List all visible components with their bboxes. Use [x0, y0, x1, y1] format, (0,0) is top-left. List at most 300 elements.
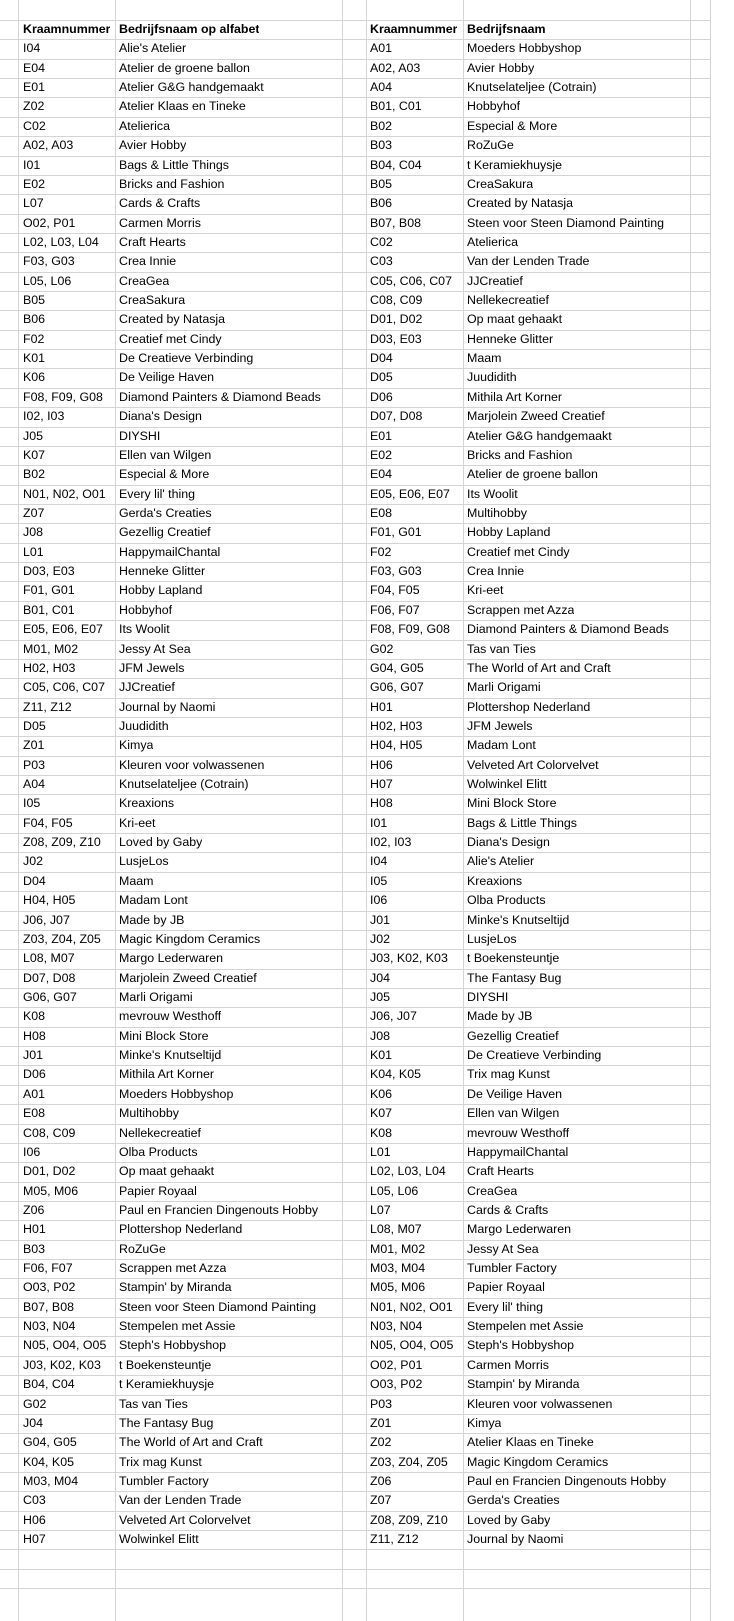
- right-company-name-cell[interactable]: Gezellig Creatief: [467, 1029, 559, 1043]
- right-company-name-cell[interactable]: Stampin' by Miranda: [467, 1377, 580, 1391]
- right-stand-number-cell[interactable]: F04, F05: [370, 583, 420, 597]
- left-stand-number-cell[interactable]: D06: [23, 1067, 46, 1081]
- left-company-name-cell[interactable]: Atelier G&G handgemaakt: [119, 80, 264, 94]
- left-stand-number-cell[interactable]: C05, C06, C07: [23, 680, 105, 694]
- left-stand-number-cell[interactable]: J03, K02, K03: [23, 1358, 101, 1372]
- right-company-name-cell[interactable]: JJCreatief: [467, 274, 523, 288]
- right-stand-number-cell[interactable]: H08: [370, 796, 393, 810]
- left-company-name-cell[interactable]: Especial & More: [119, 467, 210, 481]
- left-stand-number-cell[interactable]: P03: [23, 758, 46, 772]
- right-company-name-cell[interactable]: Op maat gehaakt: [467, 312, 563, 326]
- right-company-name-cell[interactable]: Gerda's Creaties: [467, 1493, 560, 1507]
- left-company-name-cell[interactable]: Bricks and Fashion: [119, 177, 225, 191]
- left-company-name-cell[interactable]: Atelier Klaas en Tineke: [119, 99, 246, 113]
- left-stand-number-cell[interactable]: I04: [23, 41, 41, 55]
- right-stand-number-cell[interactable]: E04: [370, 467, 393, 481]
- left-company-name-cell[interactable]: Van der Lenden Trade: [119, 1493, 242, 1507]
- left-stand-number-cell[interactable]: J04: [23, 1416, 43, 1430]
- left-stand-number-cell[interactable]: O03, P02: [23, 1280, 76, 1294]
- right-company-name-cell[interactable]: Carmen Morris: [467, 1358, 549, 1372]
- right-company-name-cell[interactable]: Paul en Francien Dingenouts Hobby: [467, 1474, 667, 1488]
- right-company-name-cell[interactable]: Knutselateljee (Cotrain): [467, 80, 597, 94]
- right-company-name-cell[interactable]: Wolwinkel Elitt: [467, 777, 547, 791]
- left-company-name-cell[interactable]: Juudidith: [119, 719, 169, 733]
- left-stand-number-cell[interactable]: Z01: [23, 738, 45, 752]
- right-company-name-cell[interactable]: Maam: [467, 351, 502, 365]
- right-stand-number-cell[interactable]: E05, E06, E07: [370, 487, 450, 501]
- left-company-name-cell[interactable]: Loved by Gaby: [119, 835, 203, 849]
- left-stand-number-cell[interactable]: Z07: [23, 506, 45, 520]
- right-company-name-cell[interactable]: HappymailChantal: [467, 1145, 569, 1159]
- right-company-name-cell[interactable]: Atelierica: [467, 235, 518, 249]
- left-company-name-cell[interactable]: Created by Natasja: [119, 312, 226, 326]
- right-company-name-cell[interactable]: Alie's Atelier: [467, 854, 535, 868]
- left-stand-number-cell[interactable]: J02: [23, 854, 43, 868]
- left-stand-number-cell[interactable]: D01, D02: [23, 1164, 76, 1178]
- right-stand-number-cell[interactable]: C08, C09: [370, 293, 423, 307]
- right-stand-number-cell[interactable]: K06: [370, 1087, 393, 1101]
- right-stand-number-cell[interactable]: L07: [370, 1203, 391, 1217]
- right-stand-number-cell[interactable]: K07: [370, 1106, 393, 1120]
- left-stand-number-cell[interactable]: E05, E06, E07: [23, 622, 103, 636]
- left-company-name-cell[interactable]: Mini Block Store: [119, 1029, 209, 1043]
- right-stand-number-cell[interactable]: L05, L06: [370, 1184, 419, 1198]
- right-stand-number-cell[interactable]: J03, K02, K03: [370, 951, 448, 965]
- left-company-name-cell[interactable]: Every lil' thing: [119, 487, 196, 501]
- left-stand-number-cell[interactable]: L05, L06: [23, 274, 72, 288]
- left-company-name-cell[interactable]: Tas van Ties: [119, 1397, 188, 1411]
- left-company-name-cell[interactable]: Cards & Crafts: [119, 196, 201, 210]
- left-company-name-cell[interactable]: Hobby Lapland: [119, 583, 203, 597]
- left-stand-number-cell[interactable]: K04, K05: [23, 1455, 74, 1469]
- left-stand-number-cell[interactable]: N01, N02, O01: [23, 487, 106, 501]
- right-stand-number-cell[interactable]: M01, M02: [370, 1242, 426, 1256]
- left-company-name-cell[interactable]: Nellekecreatief: [119, 1126, 201, 1140]
- right-stand-number-cell[interactable]: F02: [370, 545, 392, 559]
- right-company-name-cell[interactable]: Plottershop Nederland: [467, 700, 591, 714]
- right-company-name-cell[interactable]: Kri-eet: [467, 583, 504, 597]
- left-stand-number-cell[interactable]: D04: [23, 874, 46, 888]
- left-company-name-cell[interactable]: mevrouw Westhoff: [119, 1009, 222, 1023]
- left-company-name-cell[interactable]: Kleuren voor volwassenen: [119, 758, 265, 772]
- right-stand-number-cell[interactable]: N03, N04: [370, 1319, 423, 1333]
- right-stand-number-cell[interactable]: D05: [370, 370, 393, 384]
- left-stand-number-cell[interactable]: Z03, Z04, Z05: [23, 932, 101, 946]
- right-company-name-cell[interactable]: Made by JB: [467, 1009, 533, 1023]
- left-company-name-cell[interactable]: Stempelen met Assie: [119, 1319, 236, 1333]
- left-company-name-cell[interactable]: Madam Lont: [119, 893, 188, 907]
- right-company-name-cell[interactable]: Kleuren voor volwassenen: [467, 1397, 613, 1411]
- left-stand-number-cell[interactable]: D05: [23, 719, 46, 733]
- left-company-name-cell[interactable]: JJCreatief: [119, 680, 175, 694]
- left-stand-number-cell[interactable]: F08, F09, G08: [23, 390, 103, 404]
- left-company-name-cell[interactable]: Stampin' by Miranda: [119, 1280, 232, 1294]
- left-stand-number-cell[interactable]: F02: [23, 332, 45, 346]
- right-company-name-cell[interactable]: Especial & More: [467, 119, 558, 133]
- left-company-name-cell[interactable]: Its Woolit: [119, 622, 170, 636]
- right-stand-number-cell[interactable]: N01, N02, O01: [370, 1300, 453, 1314]
- left-stand-number-cell[interactable]: B07, B08: [23, 1300, 74, 1314]
- right-stand-number-cell[interactable]: E08: [370, 506, 393, 520]
- left-company-name-cell[interactable]: Diana's Design: [119, 409, 202, 423]
- left-company-name-cell[interactable]: Atelier de groene ballon: [119, 61, 250, 75]
- right-company-name-cell[interactable]: Velveted Art Colorvelvet: [467, 758, 599, 772]
- right-company-name-cell[interactable]: Crea Innie: [467, 564, 525, 578]
- right-stand-number-cell[interactable]: D04: [370, 351, 393, 365]
- left-company-name-cell[interactable]: Paul en Francien Dingenouts Hobby: [119, 1203, 319, 1217]
- right-company-name-cell[interactable]: Its Woolit: [467, 487, 518, 501]
- left-stand-number-cell[interactable]: B03: [23, 1242, 46, 1256]
- left-company-name-cell[interactable]: Moeders Hobbyshop: [119, 1087, 234, 1101]
- right-stand-number-cell[interactable]: H01: [370, 700, 393, 714]
- right-company-name-cell[interactable]: Juudidith: [467, 370, 517, 384]
- right-stand-number-cell[interactable]: I04: [370, 854, 388, 868]
- left-stand-number-cell[interactable]: A01: [23, 1087, 46, 1101]
- right-stand-number-cell[interactable]: Z07: [370, 1493, 392, 1507]
- right-stand-number-cell[interactable]: L02, L03, L04: [370, 1164, 446, 1178]
- left-company-name-cell[interactable]: Steph's Hobbyshop: [119, 1338, 227, 1352]
- right-stand-number-cell[interactable]: A02, A03: [370, 61, 421, 75]
- left-stand-number-cell[interactable]: Z08, Z09, Z10: [23, 835, 101, 849]
- left-company-name-cell[interactable]: Op maat gehaakt: [119, 1164, 215, 1178]
- left-company-name-cell[interactable]: Mithila Art Korner: [119, 1067, 215, 1081]
- right-company-name-cell[interactable]: Craft Hearts: [467, 1164, 534, 1178]
- right-stand-number-cell[interactable]: B02: [370, 119, 393, 133]
- right-stand-number-cell[interactable]: J02: [370, 932, 390, 946]
- left-stand-number-cell[interactable]: J05: [23, 429, 43, 443]
- left-company-name-cell[interactable]: Jessy At Sea: [119, 642, 191, 656]
- right-company-name-cell[interactable]: Jessy At Sea: [467, 1242, 539, 1256]
- right-stand-number-cell[interactable]: F08, F09, G08: [370, 622, 450, 636]
- right-stand-number-cell[interactable]: H04, H05: [370, 738, 423, 752]
- left-company-name-cell[interactable]: t Keramiekhuysje: [119, 1377, 215, 1391]
- left-stand-number-cell[interactable]: B06: [23, 312, 46, 326]
- header-kraamnummer-right[interactable]: Kraamnummer: [370, 22, 458, 36]
- left-company-name-cell[interactable]: Ellen van Wilgen: [119, 448, 212, 462]
- right-stand-number-cell[interactable]: D06: [370, 390, 393, 404]
- left-company-name-cell[interactable]: Kri-eet: [119, 816, 156, 830]
- left-stand-number-cell[interactable]: I06: [23, 1145, 41, 1159]
- left-company-name-cell[interactable]: t Boekensteuntje: [119, 1358, 212, 1372]
- right-company-name-cell[interactable]: Steen voor Steen Diamond Painting: [467, 216, 664, 230]
- left-company-name-cell[interactable]: Olba Products: [119, 1145, 198, 1159]
- right-stand-number-cell[interactable]: J04: [370, 971, 390, 985]
- right-company-name-cell[interactable]: Mini Block Store: [467, 796, 557, 810]
- left-company-name-cell[interactable]: Alie's Atelier: [119, 41, 187, 55]
- right-stand-number-cell[interactable]: J01: [370, 913, 390, 927]
- left-stand-number-cell[interactable]: E08: [23, 1106, 46, 1120]
- left-stand-number-cell[interactable]: C02: [23, 119, 46, 133]
- right-company-name-cell[interactable]: Atelier Klaas en Tineke: [467, 1435, 594, 1449]
- right-stand-number-cell[interactable]: D07, D08: [370, 409, 423, 423]
- left-company-name-cell[interactable]: Plottershop Nederland: [119, 1222, 243, 1236]
- left-company-name-cell[interactable]: Diamond Painters & Diamond Beads: [119, 390, 321, 404]
- right-stand-number-cell[interactable]: Z11, Z12: [370, 1532, 419, 1546]
- right-company-name-cell[interactable]: Diamond Painters & Diamond Beads: [467, 622, 669, 636]
- right-stand-number-cell[interactable]: K01: [370, 1048, 393, 1062]
- right-stand-number-cell[interactable]: B05: [370, 177, 393, 191]
- left-stand-number-cell[interactable]: K06: [23, 370, 46, 384]
- right-company-name-cell[interactable]: Hobby Lapland: [467, 525, 551, 539]
- right-stand-number-cell[interactable]: D03, E03: [370, 332, 422, 346]
- right-stand-number-cell[interactable]: K08: [370, 1126, 393, 1140]
- right-stand-number-cell[interactable]: G02: [370, 642, 394, 656]
- left-stand-number-cell[interactable]: H02, H03: [23, 661, 76, 675]
- right-company-name-cell[interactable]: Marjolein Zweed Creatief: [467, 409, 605, 423]
- left-stand-number-cell[interactable]: J01: [23, 1048, 43, 1062]
- right-stand-number-cell[interactable]: F03, G03: [370, 564, 422, 578]
- right-stand-number-cell[interactable]: D01, D02: [370, 312, 423, 326]
- left-company-name-cell[interactable]: CreaGea: [119, 274, 170, 288]
- right-stand-number-cell[interactable]: N05, O04, O05: [370, 1338, 454, 1352]
- right-company-name-cell[interactable]: Henneke Glitter: [467, 332, 554, 346]
- header-bedrijfsnaam[interactable]: Bedrijfsnaam: [467, 22, 546, 36]
- right-stand-number-cell[interactable]: L01: [370, 1145, 391, 1159]
- left-stand-number-cell[interactable]: F03, G03: [23, 254, 75, 268]
- left-company-name-cell[interactable]: Minke's Knutseltijd: [119, 1048, 222, 1062]
- left-stand-number-cell[interactable]: N05, O04, O05: [23, 1338, 107, 1352]
- right-company-name-cell[interactable]: Margo Lederwaren: [467, 1222, 572, 1236]
- right-company-name-cell[interactable]: Stempelen met Assie: [467, 1319, 584, 1333]
- left-company-name-cell[interactable]: DIYSHI: [119, 429, 161, 443]
- left-stand-number-cell[interactable]: B04, C04: [23, 1377, 75, 1391]
- right-stand-number-cell[interactable]: C03: [370, 254, 393, 268]
- left-stand-number-cell[interactable]: G06, G07: [23, 990, 77, 1004]
- right-stand-number-cell[interactable]: A01: [370, 41, 393, 55]
- left-company-name-cell[interactable]: Crea Innie: [119, 254, 177, 268]
- right-stand-number-cell[interactable]: Z03, Z04, Z05: [370, 1455, 448, 1469]
- right-company-name-cell[interactable]: JFM Jewels: [467, 719, 533, 733]
- left-company-name-cell[interactable]: De Veilige Haven: [119, 370, 215, 384]
- right-company-name-cell[interactable]: De Creatieve Verbinding: [467, 1048, 602, 1062]
- right-company-name-cell[interactable]: Trix mag Kunst: [467, 1067, 550, 1081]
- right-company-name-cell[interactable]: RoZuGe: [467, 138, 514, 152]
- left-company-name-cell[interactable]: Marjolein Zweed Creatief: [119, 971, 257, 985]
- left-company-name-cell[interactable]: Velveted Art Colorvelvet: [119, 1513, 251, 1527]
- right-company-name-cell[interactable]: LusjeLos: [467, 932, 517, 946]
- right-company-name-cell[interactable]: The World of Art and Craft: [467, 661, 611, 675]
- left-stand-number-cell[interactable]: A04: [23, 777, 46, 791]
- right-company-name-cell[interactable]: Created by Natasja: [467, 196, 574, 210]
- right-company-name-cell[interactable]: Bags & Little Things: [467, 816, 577, 830]
- left-company-name-cell[interactable]: Trix mag Kunst: [119, 1455, 202, 1469]
- left-stand-number-cell[interactable]: E01: [23, 80, 46, 94]
- right-stand-number-cell[interactable]: M05, M06: [370, 1280, 426, 1294]
- right-company-name-cell[interactable]: Kreaxions: [467, 874, 523, 888]
- left-stand-number-cell[interactable]: E02: [23, 177, 46, 191]
- right-stand-number-cell[interactable]: I01: [370, 816, 388, 830]
- right-stand-number-cell[interactable]: Z02: [370, 1435, 392, 1449]
- left-stand-number-cell[interactable]: G04, G05: [23, 1435, 77, 1449]
- right-company-name-cell[interactable]: Olba Products: [467, 893, 546, 907]
- left-stand-number-cell[interactable]: G02: [23, 1397, 47, 1411]
- left-stand-number-cell[interactable]: F01, G01: [23, 583, 75, 597]
- left-company-name-cell[interactable]: Gerda's Creaties: [119, 506, 212, 520]
- right-company-name-cell[interactable]: Madam Lont: [467, 738, 536, 752]
- right-stand-number-cell[interactable]: G04, G05: [370, 661, 424, 675]
- left-company-name-cell[interactable]: Craft Hearts: [119, 235, 186, 249]
- right-stand-number-cell[interactable]: I02, I03: [370, 835, 412, 849]
- right-stand-number-cell[interactable]: O02, P01: [370, 1358, 423, 1372]
- right-company-name-cell[interactable]: Kimya: [467, 1416, 502, 1430]
- right-company-name-cell[interactable]: Magic Kingdom Ceramics: [467, 1455, 609, 1469]
- left-stand-number-cell[interactable]: F06, F07: [23, 1261, 73, 1275]
- right-stand-number-cell[interactable]: G06, G07: [370, 680, 424, 694]
- left-company-name-cell[interactable]: Scrappen met Azza: [119, 1261, 227, 1275]
- left-company-name-cell[interactable]: Henneke Glitter: [119, 564, 206, 578]
- left-stand-number-cell[interactable]: H01: [23, 1222, 46, 1236]
- left-company-name-cell[interactable]: Maam: [119, 874, 154, 888]
- left-stand-number-cell[interactable]: B02: [23, 467, 46, 481]
- right-stand-number-cell[interactable]: F06, F07: [370, 603, 420, 617]
- right-company-name-cell[interactable]: Steph's Hobbyshop: [467, 1338, 575, 1352]
- left-stand-number-cell[interactable]: F04, F05: [23, 816, 73, 830]
- right-stand-number-cell[interactable]: B01, C01: [370, 99, 422, 113]
- right-company-name-cell[interactable]: Atelier G&G handgemaakt: [467, 429, 612, 443]
- right-stand-number-cell[interactable]: C05, C06, C07: [370, 274, 452, 288]
- left-stand-number-cell[interactable]: C08, C09: [23, 1126, 76, 1140]
- left-company-name-cell[interactable]: LusjeLos: [119, 854, 169, 868]
- left-stand-number-cell[interactable]: J08: [23, 525, 43, 539]
- right-stand-number-cell[interactable]: B06: [370, 196, 393, 210]
- left-stand-number-cell[interactable]: J06, J07: [23, 913, 70, 927]
- right-stand-number-cell[interactable]: I05: [370, 874, 388, 888]
- right-company-name-cell[interactable]: Papier Royaal: [467, 1280, 545, 1294]
- left-stand-number-cell[interactable]: K01: [23, 351, 46, 365]
- left-stand-number-cell[interactable]: I05: [23, 796, 41, 810]
- right-stand-number-cell[interactable]: M03, M04: [370, 1261, 426, 1275]
- left-company-name-cell[interactable]: RoZuGe: [119, 1242, 166, 1256]
- right-company-name-cell[interactable]: Tumbler Factory: [467, 1261, 557, 1275]
- left-stand-number-cell[interactable]: M05, M06: [23, 1184, 79, 1198]
- left-stand-number-cell[interactable]: L01: [23, 545, 44, 559]
- left-company-name-cell[interactable]: Gezellig Creatief: [119, 525, 211, 539]
- right-company-name-cell[interactable]: CreaGea: [467, 1184, 518, 1198]
- right-company-name-cell[interactable]: Multihobby: [467, 506, 527, 520]
- left-stand-number-cell[interactable]: D03, E03: [23, 564, 75, 578]
- right-company-name-cell[interactable]: DIYSHI: [467, 990, 509, 1004]
- left-company-name-cell[interactable]: Knutselateljee (Cotrain): [119, 777, 249, 791]
- left-company-name-cell[interactable]: Marli Origami: [119, 990, 193, 1004]
- right-stand-number-cell[interactable]: J06, J07: [370, 1009, 417, 1023]
- right-stand-number-cell[interactable]: K04, K05: [370, 1067, 421, 1081]
- left-company-name-cell[interactable]: Journal by Naomi: [119, 700, 216, 714]
- left-company-name-cell[interactable]: Atelierica: [119, 119, 170, 133]
- left-company-name-cell[interactable]: Hobbyhof: [119, 603, 173, 617]
- right-stand-number-cell[interactable]: J08: [370, 1029, 390, 1043]
- right-stand-number-cell[interactable]: C02: [370, 235, 393, 249]
- left-stand-number-cell[interactable]: M03, M04: [23, 1474, 79, 1488]
- left-stand-number-cell[interactable]: I01: [23, 158, 41, 172]
- right-company-name-cell[interactable]: Loved by Gaby: [467, 1513, 551, 1527]
- left-stand-number-cell[interactable]: Z11, Z12: [23, 700, 72, 714]
- right-stand-number-cell[interactable]: F01, G01: [370, 525, 422, 539]
- left-company-name-cell[interactable]: Kimya: [119, 738, 154, 752]
- left-stand-number-cell[interactable]: L02, L03, L04: [23, 235, 99, 249]
- right-company-name-cell[interactable]: De Veilige Haven: [467, 1087, 563, 1101]
- left-stand-number-cell[interactable]: B01, C01: [23, 603, 75, 617]
- left-stand-number-cell[interactable]: Z02: [23, 99, 45, 113]
- left-company-name-cell[interactable]: Margo Lederwaren: [119, 951, 224, 965]
- right-stand-number-cell[interactable]: E02: [370, 448, 393, 462]
- left-company-name-cell[interactable]: De Creatieve Verbinding: [119, 351, 254, 365]
- right-company-name-cell[interactable]: Avier Hobby: [467, 61, 535, 75]
- left-stand-number-cell[interactable]: A02, A03: [23, 138, 74, 152]
- right-company-name-cell[interactable]: Atelier de groene ballon: [467, 467, 598, 481]
- right-stand-number-cell[interactable]: I06: [370, 893, 388, 907]
- right-company-name-cell[interactable]: Creatief met Cindy: [467, 545, 570, 559]
- right-stand-number-cell[interactable]: Z06: [370, 1474, 392, 1488]
- left-stand-number-cell[interactable]: K08: [23, 1009, 46, 1023]
- right-company-name-cell[interactable]: Nellekecreatief: [467, 293, 549, 307]
- right-company-name-cell[interactable]: The Fantasy Bug: [467, 971, 562, 985]
- right-stand-number-cell[interactable]: L08, M07: [370, 1222, 422, 1236]
- right-stand-number-cell[interactable]: H06: [370, 758, 393, 772]
- right-company-name-cell[interactable]: Hobbyhof: [467, 99, 521, 113]
- right-company-name-cell[interactable]: Marli Origami: [467, 680, 541, 694]
- left-company-name-cell[interactable]: CreaSakura: [119, 293, 186, 307]
- left-company-name-cell[interactable]: Magic Kingdom Ceramics: [119, 932, 261, 946]
- left-company-name-cell[interactable]: The World of Art and Craft: [119, 1435, 263, 1449]
- left-stand-number-cell[interactable]: H07: [23, 1532, 46, 1546]
- right-company-name-cell[interactable]: Bricks and Fashion: [467, 448, 573, 462]
- left-company-name-cell[interactable]: Papier Royaal: [119, 1184, 197, 1198]
- left-stand-number-cell[interactable]: O02, P01: [23, 216, 76, 230]
- left-stand-number-cell[interactable]: B05: [23, 293, 46, 307]
- left-company-name-cell[interactable]: Tumbler Factory: [119, 1474, 209, 1488]
- left-stand-number-cell[interactable]: N03, N04: [23, 1319, 76, 1333]
- right-company-name-cell[interactable]: Moeders Hobbyshop: [467, 41, 582, 55]
- left-stand-number-cell[interactable]: D07, D08: [23, 971, 76, 985]
- right-company-name-cell[interactable]: Tas van Ties: [467, 642, 536, 656]
- left-stand-number-cell[interactable]: L08, M07: [23, 951, 75, 965]
- left-company-name-cell[interactable]: Avier Hobby: [119, 138, 187, 152]
- left-company-name-cell[interactable]: Bags & Little Things: [119, 158, 229, 172]
- left-stand-number-cell[interactable]: C03: [23, 1493, 46, 1507]
- left-company-name-cell[interactable]: Creatief met Cindy: [119, 332, 222, 346]
- right-company-name-cell[interactable]: Journal by Naomi: [467, 1532, 564, 1546]
- left-company-name-cell[interactable]: Multihobby: [119, 1106, 179, 1120]
- right-company-name-cell[interactable]: CreaSakura: [467, 177, 534, 191]
- right-stand-number-cell[interactable]: B07, B08: [370, 216, 421, 230]
- right-company-name-cell[interactable]: Every lil' thing: [467, 1300, 544, 1314]
- right-stand-number-cell[interactable]: H07: [370, 777, 393, 791]
- left-company-name-cell[interactable]: Steen voor Steen Diamond Painting: [119, 1300, 316, 1314]
- left-stand-number-cell[interactable]: H06: [23, 1513, 46, 1527]
- header-kraamnummer-left[interactable]: Kraamnummer: [23, 22, 111, 36]
- left-company-name-cell[interactable]: The Fantasy Bug: [119, 1416, 214, 1430]
- left-stand-number-cell[interactable]: M01, M02: [23, 642, 79, 656]
- left-company-name-cell[interactable]: Carmen Morris: [119, 216, 201, 230]
- right-company-name-cell[interactable]: Minke's Knutseltijd: [467, 913, 570, 927]
- left-company-name-cell[interactable]: HappymailChantal: [119, 545, 221, 559]
- left-stand-number-cell[interactable]: I02, I03: [23, 409, 65, 423]
- left-company-name-cell[interactable]: Kreaxions: [119, 796, 175, 810]
- left-company-name-cell[interactable]: JFM Jewels: [119, 661, 185, 675]
- right-stand-number-cell[interactable]: H02, H03: [370, 719, 423, 733]
- right-company-name-cell[interactable]: Diana's Design: [467, 835, 550, 849]
- right-stand-number-cell[interactable]: B03: [370, 138, 393, 152]
- left-company-name-cell[interactable]: Made by JB: [119, 913, 185, 927]
- right-stand-number-cell[interactable]: Z01: [370, 1416, 392, 1430]
- right-stand-number-cell[interactable]: E01: [370, 429, 393, 443]
- right-stand-number-cell[interactable]: Z08, Z09, Z10: [370, 1513, 448, 1527]
- header-bedrijfsnaam-op-alfabet[interactable]: Bedrijfsnaam op alfabet: [119, 22, 260, 36]
- right-company-name-cell[interactable]: Scrappen met Azza: [467, 603, 575, 617]
- right-company-name-cell[interactable]: t Keramiekhuysje: [467, 158, 563, 172]
- right-company-name-cell[interactable]: mevrouw Westhoff: [467, 1126, 570, 1140]
- right-company-name-cell[interactable]: Van der Lenden Trade: [467, 254, 590, 268]
